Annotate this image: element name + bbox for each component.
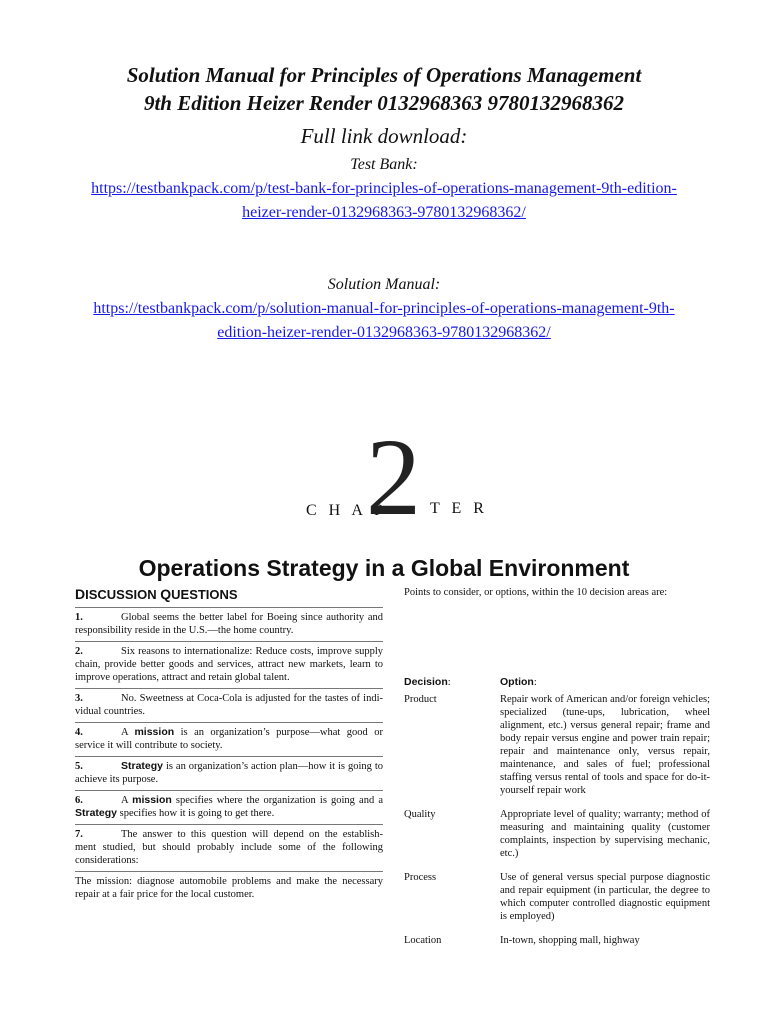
question-3: 3. No. Sweetness at Coca-Cola is adjusted for the tastes of indi- vidual countries. [75,693,383,717]
test-bank-link-line-1[interactable]: https://testbankpack.com/p/test-bank-for-principles-of-operations-management-9th-edition- [91,180,677,197]
decision-cell: Quality [404,809,436,820]
option-cell: Repair work of American and/or foreign vehicles; specialized (tune-ups, lubrication, wheel alignment, etc.) versus general repair; frame and body repair versus engine and power train repair; repair and maintenance only, versus repair, maintenance, and sales of fuel; professional staffing versus rental of tools and space for do-it-yourself repair work [500,694,710,796]
table-row [404,693,710,797]
option-cell: Use of general versus special purpose diagnostic and repair equipment (in particular, the degree to which computer controlled diagnostic equipment is employed) [500,872,710,922]
discussion-heading: DISCUSSION QUESTIONS [75,586,238,602]
test-bank-link-line-2[interactable]: heizer-render-0132968363-9780132968362/ [242,204,526,221]
decision-cell: Location [404,935,442,946]
solution-manual-label: Solution Manual: [327,276,441,293]
decision-intro: Points to consider, or options, within the 10 decision areas are: [404,587,668,598]
table-row [404,934,710,947]
question-6: 6. A mission specifies where the organization is going and a Strategy specifies how it is going to get there. [75,794,383,819]
option-cell: In-town, shopping mall, highway [500,935,640,946]
solution-manual-link-line-2[interactable]: edition-heizer-render-0132968363-9780132968362/ [217,324,551,341]
question-5: 5. Strategy is an organization’s action plan—how it is going to achieve its purpose. [75,760,383,785]
option-cell: Appropriate level of quality; warranty; method of measuring and maintaining quality (customer complaints, inspection by supervising mechanic, etc.) [500,809,710,859]
table-row [404,808,710,860]
full-link-label: Full link download: [300,124,468,148]
document-title-line-1: Solution Manual for Principles of Operations Management [126,63,642,87]
decision-table [404,676,710,947]
question-1: 1. Global seems the better label for Boeing since authority and responsibility reside in the U.S.—the home country. [75,612,383,636]
document-title-line-2: 9th Edition Heizer Render 0132968363 9780132968362 [143,91,625,115]
question-7: 7. The answer to this question will depend on the establish- ment studied, but should probably include some of the following considerations: [75,829,383,866]
decision-table-header [404,676,710,689]
question-4: 4. A mission is an organization’s purpose—what good or service it will contribute to society. [75,726,383,751]
question-2: 2. Six reasons to internationalize: Reduce costs, improve supply chain, provide better goods and services, attract new markets, learn to improve operations, attract and retain global talent. [75,646,383,683]
option-column-header: Option: [500,676,537,688]
chapter-word-left: C H A P [306,502,387,519]
chapter-number: 2 [366,416,421,538]
discussion-questions [75,586,383,905]
decision-column-header: Decision: [404,676,451,688]
test-bank-label: Test Bank: [350,156,418,173]
table-row [404,871,710,923]
chapter-title: Operations Strategy in a Global Environment [138,555,630,581]
mission-statement: The mission: diagnose automobile problems and make the necessary repair at a fair price for the local customer. [75,876,383,900]
solution-manual-link-line-1[interactable]: https://testbankpack.com/p/solution-manual-for-principles-of-operations-management-9th- [93,300,675,317]
decision-cell: Product [404,694,437,705]
decision-cell: Process [404,872,437,883]
chapter-word-right: T E R [430,500,488,517]
